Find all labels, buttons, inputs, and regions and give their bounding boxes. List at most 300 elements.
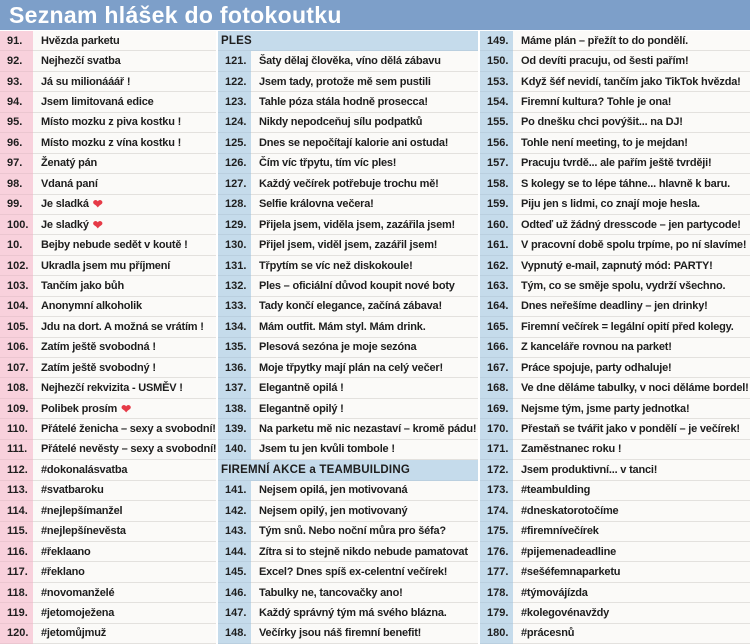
list-item [480,358,750,378]
item-text [513,92,750,112]
list-item [0,133,216,153]
item-text [513,338,750,358]
list-item [218,481,478,501]
list-item [480,31,750,51]
item-text [33,154,216,174]
list-item [0,72,216,92]
item-text-label: Ples – oficiální důvod koupit nové boty [259,279,455,292]
list-item [218,399,478,419]
item-text [513,174,750,194]
item-number: 135. [218,338,251,358]
item-number: 118. [0,583,33,603]
list-item [218,603,478,623]
item-text [33,338,216,358]
item-text-label: Přátelé nevěsty – sexy a svobodní! [41,443,216,456]
item-number: 126. [218,154,251,174]
list-item [0,481,216,501]
item-text [513,481,750,501]
list-item [218,195,478,215]
item-text [251,174,478,194]
item-text-label: S kolegy se to lépe táhne... hlavně k baru. [521,177,731,190]
item-number: 97. [0,154,33,174]
heart-icon: ❤ [92,197,103,212]
item-number: 154. [480,92,513,112]
item-text-label: Tady končí elegance, začíná zábava! [259,300,442,313]
item-number: 139. [218,419,251,439]
item-number: 169. [480,399,513,419]
item-text [33,317,216,337]
item-text [513,154,750,174]
item-text-label: Tahle póza stála hodně prosecca! [259,96,428,109]
item-text [251,154,478,174]
item-number: 133. [218,297,251,317]
item-text-label: Firemní kultura? Tohle je ona! [521,96,672,109]
item-number: 115. [0,522,33,542]
item-text-label: Zatím ještě svobodný ! [41,361,156,374]
list-item [480,603,750,623]
item-text-label: Mám outfit. Mám styl. Mám drink. [259,320,426,333]
item-text-label: Přestaň se tvářit jako v pondělí – je večírek! [521,423,740,436]
item-text-label: #řeklaano [41,545,91,558]
item-text-label: Dnes se nepočítají kalorie ani ostuda! [259,136,449,149]
item-text-label: #jetomůjmuž [41,627,107,640]
list-item [0,297,216,317]
item-text-label: Nejsem opilý, jen motivovaný [259,504,408,517]
item-text [251,338,478,358]
item-number: 112. [0,460,33,480]
item-text [251,358,478,378]
item-text [251,113,478,133]
item-number: 105. [0,317,33,337]
item-number: 178. [480,583,513,603]
section-header-row [218,460,478,480]
list-item [218,297,478,317]
item-text [251,92,478,112]
item-text [513,399,750,419]
list-item [218,317,478,337]
item-text-label: Místo mozku z vína kostku ! [41,136,182,149]
item-text-label: Hvězda parketu [41,34,120,47]
list-item [0,174,216,194]
list-item [480,399,750,419]
item-text-label: V pracovní době spolu trpíme, po ní slavíme! [521,239,747,252]
item-number: 113. [0,481,33,501]
item-text [513,603,750,623]
list-item [0,501,216,521]
item-text-label: Nejsme tým, jsme party jednotka! [521,402,690,415]
list-item [480,276,750,296]
item-text [513,358,750,378]
item-text [33,215,216,235]
item-text-label: Večírky jsou náš firemní benefit! [259,627,422,640]
list-item [0,154,216,174]
item-text [251,235,478,255]
list-item [218,522,478,542]
item-text-label: Třpytím se víc než diskokoule! [259,259,413,272]
list-item [0,338,216,358]
list-item [480,624,750,644]
list-item [0,562,216,582]
list-item [0,195,216,215]
item-text [33,72,216,92]
item-number: 119. [0,603,33,623]
list-item [218,113,478,133]
item-number: 141. [218,481,251,501]
item-text-label: Selfie královna večera! [259,198,374,211]
item-text-label: Ve dne děláme tabulky, v noci děláme bordel! [521,382,749,395]
item-text-label: Nejhezčí rekvizita - USMĚV ! [41,382,183,395]
item-text [251,522,478,542]
item-text-label: #pijemenadeadline [521,545,617,558]
list-item [0,460,216,480]
item-text [33,603,216,623]
column-svatba [0,31,216,644]
list-item [218,215,478,235]
item-text [251,317,478,337]
item-text-label: Šaty dělaj člověka, víno dělá zábavu [259,55,441,68]
item-text-label: Elegantně opilá ! [259,382,344,395]
item-text [33,542,216,562]
phrase-table [0,31,750,644]
item-text-label: Nejhezčí svatba [41,55,121,68]
item-number: 140. [218,440,251,460]
item-number: 165. [480,317,513,337]
item-text-label: Bejby nebude sedět v koutě ! [41,239,188,252]
item-number: 100. [0,215,33,235]
item-text [513,31,750,51]
item-text [33,399,216,419]
item-text [33,358,216,378]
item-number: 107. [0,358,33,378]
item-number: 93. [0,72,33,92]
item-number: 144. [218,542,251,562]
column-firemni [480,31,750,644]
item-text-label: Anonymní alkoholik [41,300,142,313]
item-number: 91. [0,31,33,51]
item-number: 153. [480,72,513,92]
item-text-label: #firemnívečírek [521,525,599,538]
item-text-label: #týmovájízda [521,586,588,599]
list-item [480,317,750,337]
item-number: 103. [0,276,33,296]
item-text [251,603,478,623]
item-text-label: Je sladká [41,198,89,211]
item-number: 108. [0,378,33,398]
heart-icon: ❤ [121,401,131,416]
item-text-label: Odteď už žádný dresscode – jen partycode! [521,218,741,231]
item-text-label: Ukradla jsem mu příjmení [41,259,171,272]
item-number: 92. [0,51,33,71]
item-text [33,562,216,582]
item-number: 134. [218,317,251,337]
list-item [0,31,216,51]
list-item [218,338,478,358]
list-item [0,276,216,296]
list-item [218,440,478,460]
list-item [0,51,216,71]
list-item [480,113,750,133]
item-number: 127. [218,174,251,194]
item-text-label: Když šéf nevidí, tančím jako TikTok hvězda! [521,75,741,88]
section-header-row [218,31,478,51]
item-text-label: #sešéfemnaparketu [521,566,621,579]
item-text [513,133,750,153]
item-number: 138. [218,399,251,419]
item-text [33,276,216,296]
list-item [218,358,478,378]
list-item [480,174,750,194]
item-text [251,624,478,644]
item-text [33,31,216,51]
list-item [0,399,216,419]
list-item [480,562,750,582]
item-number: 142. [218,501,251,521]
item-text [33,51,216,71]
item-text [251,562,478,582]
item-text-label: Tým, co se směje spolu, vydrží všechno. [521,279,726,292]
item-text-label: Nikdy nepodceňuj sílu podpatků [259,116,423,129]
item-text [251,72,478,92]
item-number: 121. [218,51,251,71]
item-text [33,297,216,317]
item-text-label: Elegantně opilý ! [259,402,344,415]
list-item [0,624,216,644]
item-number: 173. [480,481,513,501]
item-text-label: #kolegovénavždy [521,606,610,619]
item-number: 99. [0,195,33,215]
item-text-label: Zaměstnanec roku ! [521,443,622,456]
item-text [513,378,750,398]
item-text [513,624,750,644]
list-item [480,542,750,562]
list-item [480,154,750,174]
item-number: 160. [480,215,513,235]
item-text-label: #novomanželé [41,586,115,599]
list-item [218,72,478,92]
list-item [0,317,216,337]
item-number: 123. [218,92,251,112]
list-item [480,440,750,460]
list-item [480,378,750,398]
item-text-label: Na parketu mě nic nezastaví – kromě pádu! [259,423,477,436]
item-number: 164. [480,297,513,317]
item-text-label: #jetomoježena [41,606,115,619]
item-text-label: Jsem tady, protože mě sem pustili [259,75,431,88]
item-number: 124. [218,113,251,133]
item-text-label: Každý správný tým má svého blázna. [259,606,447,619]
list-item [0,92,216,112]
item-number: 132. [218,276,251,296]
item-text [513,583,750,603]
item-text-label: Jsem limitovaná edice [41,96,154,109]
item-number: 167. [480,358,513,378]
item-text [33,378,216,398]
item-text [513,51,750,71]
item-text [33,174,216,194]
list-item [0,603,216,623]
list-item [218,562,478,582]
item-text [33,460,216,480]
list-item [218,542,478,562]
item-number: 116. [0,542,33,562]
item-text-label: Nejsem opilá, jen motivovaná [259,484,408,497]
list-item [0,440,216,460]
list-item [480,460,750,480]
section-header-label: PLES [218,31,478,51]
item-number: 175. [480,522,513,542]
section-header-label: FIREMNÍ AKCE a TEAMBUILDING [218,460,478,480]
item-number: 159. [480,195,513,215]
item-text-label: Dnes neřešíme deadliny – jen drinky! [521,300,708,313]
list-item [480,481,750,501]
item-text-label: #nejlepšímanžel [41,504,123,517]
list-item [480,133,750,153]
item-text [33,522,216,542]
list-item [480,583,750,603]
item-text [513,72,750,92]
item-text [513,440,750,460]
item-text-label: #svatbaroku [41,484,104,497]
item-text-label: Přijela jsem, viděla jsem, zazářila jsem! [259,218,456,231]
item-text [33,440,216,460]
item-number: 174. [480,501,513,521]
item-number: 177. [480,562,513,582]
item-text-label: Vdaná paní [41,177,98,190]
item-text-label: Přijel jsem, viděl jsem, zazářil jsem! [259,239,438,252]
item-text [33,501,216,521]
item-text-label: #dokonalásvatba [41,463,128,476]
item-text [251,51,478,71]
item-number: 176. [480,542,513,562]
list-item [480,51,750,71]
list-item [218,51,478,71]
item-text-label: Vypnutý e-mail, zapnutý mód: PARTY! [521,259,713,272]
item-number: 146. [218,583,251,603]
item-text-label: Tančím jako bůh [41,279,124,292]
item-text [33,235,216,255]
item-number: 150. [480,51,513,71]
item-text-label: Práce spojuje, party odhaluje! [521,361,672,374]
list-item [0,419,216,439]
item-text [251,542,478,562]
item-text [251,583,478,603]
item-text [513,501,750,521]
item-number: 109. [0,399,33,419]
list-item [480,195,750,215]
item-text [33,419,216,439]
item-number: 147. [218,603,251,623]
item-text [513,276,750,296]
item-text-label: Polibek prosím [41,402,118,415]
item-text-label: Přátelé ženicha – sexy a svobodní! [41,423,216,436]
item-number: 149. [480,31,513,51]
item-text-label: Piju jen s lidmi, co znají moje hesla. [521,198,700,211]
item-number: 157. [480,154,513,174]
list-item [480,419,750,439]
item-text-label: #prácesnů [521,627,575,640]
item-text-label: Moje třpytky mají plán na celý večer! [259,361,443,374]
item-text-label: Plesová sezóna je moje sezóna [259,341,417,354]
item-text [33,133,216,153]
item-text [33,583,216,603]
list-item [0,215,216,235]
item-text [251,215,478,235]
item-text [251,297,478,317]
item-text-label: Tým snů. Nebo noční můra pro šéfa? [259,525,446,538]
item-text-label: Excel? Dnes spíš ex-celentní večírek! [259,566,448,579]
item-text-label: Je sladký [41,218,89,231]
item-text [251,378,478,398]
item-text-label: Firemní večírek = legální opití před kolegy. [521,320,734,333]
item-text [513,562,750,582]
list-item [218,256,478,276]
item-text-label: Po dnešku chci povýšit... na DJ! [521,116,683,129]
item-number: 10. [0,235,33,255]
item-number: 163. [480,276,513,296]
item-text-label: Tohle není meeting, to je mejdan! [521,136,688,149]
item-text [513,113,750,133]
item-text [251,256,478,276]
item-number: 179. [480,603,513,623]
item-text-label: #nejlepšínevěsta [41,525,126,538]
item-number: 110. [0,419,33,439]
item-text [33,481,216,501]
item-text-label: #dneskatorotočíme [521,504,619,517]
item-text-label: Ženatý pán [41,157,98,170]
list-item [0,378,216,398]
item-text [251,276,478,296]
list-item [218,501,478,521]
list-item [0,235,216,255]
item-number: 143. [218,522,251,542]
item-number: 156. [480,133,513,153]
item-text [513,215,750,235]
list-item [218,419,478,439]
item-text [513,235,750,255]
item-text-label: Jsem produktivní... v tanci! [521,463,658,476]
item-text-label: Každý večírek potřebuje trochu mě! [259,177,439,190]
item-text-label: Od devíti pracuju, od šesti pařím! [521,55,689,68]
item-number: 171. [480,440,513,460]
item-number: 114. [0,501,33,521]
item-number: 145. [218,562,251,582]
item-number: 136. [218,358,251,378]
item-text [251,419,478,439]
list-item [480,522,750,542]
item-number: 98. [0,174,33,194]
list-item [218,583,478,603]
item-number: 161. [480,235,513,255]
list-item [218,133,478,153]
item-text-label: Zatím ještě svobodná ! [41,341,156,354]
item-text-label: Místo mozku z piva kostku ! [41,116,182,129]
item-text [251,440,478,460]
item-text-label: Čím víc třpytu, tím víc ples! [259,157,397,170]
item-number: 96. [0,133,33,153]
list-item [480,235,750,255]
item-number: 172. [480,460,513,480]
list-item [218,276,478,296]
item-text [513,542,750,562]
item-number: 137. [218,378,251,398]
item-number: 131. [218,256,251,276]
list-item [480,92,750,112]
item-text [251,399,478,419]
list-item [0,583,216,603]
list-item [218,92,478,112]
item-text [33,195,216,215]
list-item [480,338,750,358]
